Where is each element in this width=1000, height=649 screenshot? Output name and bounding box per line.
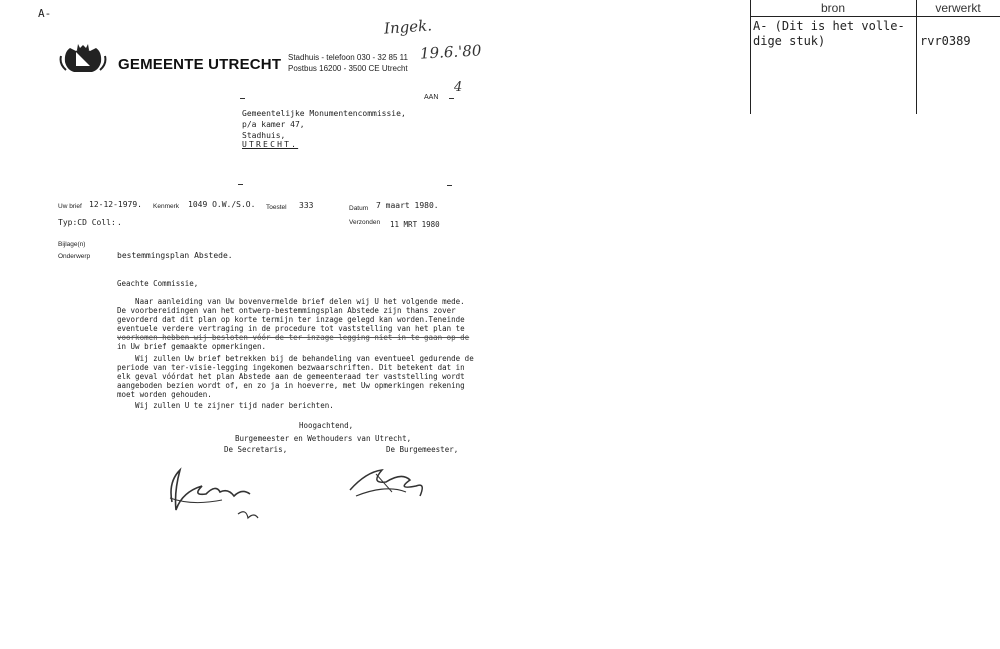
top-marker: A- bbox=[38, 7, 52, 20]
toestel-label: Toestel bbox=[266, 204, 287, 211]
typist-value: . bbox=[117, 218, 122, 227]
city-crest-icon bbox=[58, 42, 108, 76]
kenmerk-value: 1049 O.W./S.O. bbox=[188, 200, 256, 209]
archive-table bbox=[750, 0, 1000, 114]
body-line: moet worden gehouden. bbox=[117, 390, 212, 399]
body-line: aangeboden bezien wordt of, en zo ja in hoeverre, met Uw opmerkingen rekening bbox=[117, 381, 465, 390]
bron-header: bron bbox=[820, 1, 846, 15]
secretary-signature-icon bbox=[162, 462, 272, 526]
salutation: Geachte Commissie, bbox=[117, 279, 199, 288]
address-line-2: p/a kamer 47, bbox=[242, 120, 305, 129]
verwerkt-code: rvr0389 bbox=[920, 34, 971, 48]
body-line: eventuele verdere vertraging in de procedure tot vaststelling van het plan te bbox=[117, 324, 465, 333]
body-line: De voorbereidingen van het ontwerp-bestemmingsplan Abstede zijn thans zover bbox=[117, 306, 456, 315]
body-line: Wij zullen Uw brief betrekken bij de behandeling van eventueel gedurende de bbox=[117, 354, 474, 363]
closing-authority: Burgemeester en Wethouders van Utrecht, bbox=[235, 434, 412, 443]
toestel-value: 333 bbox=[299, 201, 314, 210]
datum-label: Datum bbox=[349, 205, 369, 212]
body-line: periode van ter-visie-legging ingekomen bezwaarschriften. Dit betekent dat in bbox=[117, 363, 465, 372]
closing-regards: Hoogachtend, bbox=[299, 421, 354, 430]
contact-line-1: Stadhuis - telefoon 030 - 32 85 11 bbox=[288, 53, 408, 62]
address-line-4: UTRECHT. bbox=[242, 140, 299, 149]
kenmerk-label: Kenmerk bbox=[153, 203, 180, 210]
mayor-signature-icon bbox=[346, 462, 436, 504]
body-line: Naar aanleiding van Uw bovenvermelde brief delen wij U het volgende mede. bbox=[117, 297, 465, 306]
organization-name: GEMEENTE UTRECHT bbox=[118, 56, 282, 73]
onderwerp-label: Onderwerp bbox=[58, 253, 91, 260]
contact-line-2: Postbus 16200 - 3500 CE Utrecht bbox=[288, 64, 408, 73]
verwerkt-header: verwerkt bbox=[935, 1, 981, 15]
aan-label: AAN bbox=[424, 94, 439, 101]
verzonden-stamp: 11 MRT 1980 bbox=[390, 220, 440, 229]
received-date-handwritten: 19.6.'80 bbox=[419, 41, 482, 63]
address-line-3: Stadhuis, bbox=[242, 131, 286, 140]
closing-secretary: De Secretaris, bbox=[224, 445, 288, 454]
body-line: in Uw brief gemaakte opmerkingen. bbox=[117, 342, 267, 351]
uw-brief-value: 12-12-1979. bbox=[89, 200, 142, 209]
bron-text-line-2: dige stuk) bbox=[753, 34, 826, 48]
fold-mark bbox=[447, 185, 452, 186]
address-line-1: Gemeentelijke Monumentencommissie, bbox=[242, 109, 406, 118]
body-line: Wij zullen U te zijner tijd nader berichten. bbox=[117, 401, 334, 410]
onderwerp-value: bestemmingsplan Abstede. bbox=[117, 251, 233, 260]
bijlage-label: Bijlage(n) bbox=[58, 241, 86, 248]
closing-mayor: De Burgemeester, bbox=[386, 445, 459, 454]
fold-mark bbox=[240, 98, 245, 99]
body-line-struck: voorkomen hebben wij besloten vóór de ter inzage legging niet in te gaan op de bbox=[117, 333, 470, 342]
body-line: elk geval vóórdat het plan Abstede aan de gemeenteraad ter vaststelling wordt bbox=[117, 372, 465, 381]
typist-label: Typ:CD Coll: bbox=[58, 218, 116, 227]
fold-mark bbox=[449, 98, 454, 99]
uw-brief-label: Uw brief bbox=[58, 203, 82, 210]
fold-mark bbox=[238, 184, 243, 185]
verzonden-label: Verzonden bbox=[349, 219, 381, 226]
body-line: gevorderd dat dit plan op korte termijn ter inzage gelegd kan worden.Teneinde bbox=[117, 315, 465, 324]
bron-text-line-1: A- (Dit is het volle- bbox=[753, 19, 905, 33]
datum-value: 7 maart 1980. bbox=[376, 201, 439, 210]
aan-number-handwritten: 4 bbox=[454, 80, 463, 95]
received-stamp-handwritten: Ingek. bbox=[383, 16, 433, 38]
